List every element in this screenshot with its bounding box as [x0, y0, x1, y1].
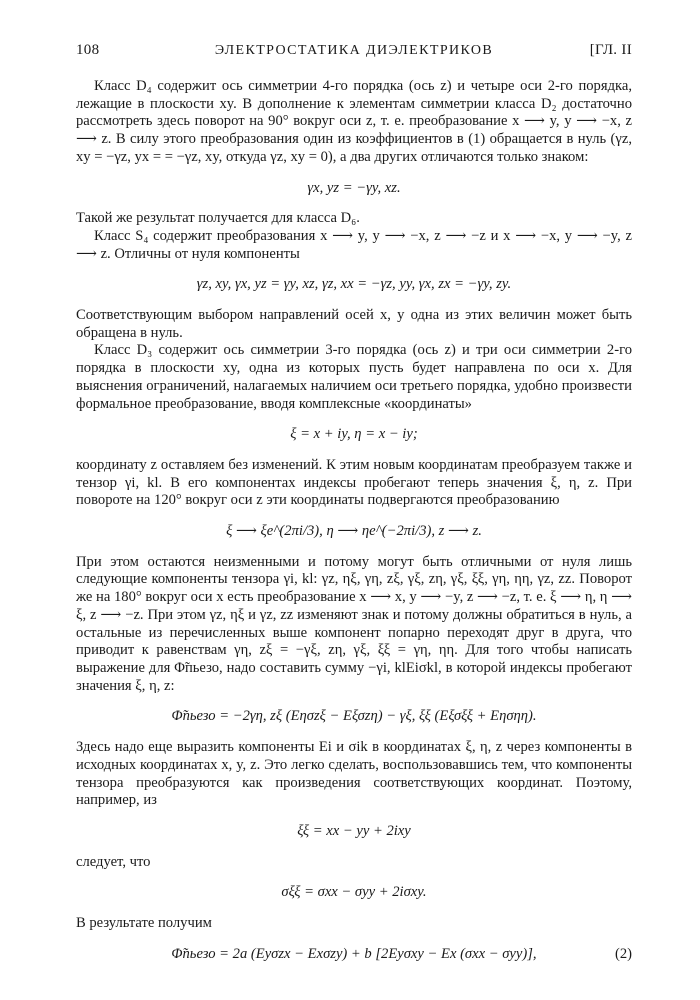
running-title: ЭЛЕКТРОСТАТИКА ДИЭЛЕКТРИКОВ — [214, 43, 494, 58]
paragraph-axes-choice: Соответствующим выбором направлений осей x, y одна из этих величин может быть обращена в нуль. — [76, 307, 632, 341]
paragraph-tensor-transform: координату z оставляем без изменений. К этим новым координатам преобразуем также и тензор γi, kl. В его компонентах индексы пробегают теперь значения ξ, η, z. При повороте на 120° вокруг оси z эти координаты подвергаются преобразованию — [76, 456, 632, 509]
formula-xi-xi: ξξ = xx − yy + 2ixy — [297, 822, 411, 839]
formula-complex-coords: ξ = x + iy, η = x − iy; — [290, 426, 418, 443]
page-header — [76, 42, 632, 62]
paragraph-class-d4: Класс D₄ содержит ось симметрии 4-го порядка (ось z) и четыре оси 2-го порядка, лежащие в плоскости xy. В дополнение к элементам симметрии класса D₂ достаточно рассмотреть здесь поворот на 90° вокруг оси z, т. е. преобразование x ⟶ y, y ⟶ −x, z ⟶ z. В силу этого преобразования один из коэффициентов в (1) обращается в нуль (γz, xy = −γz, yx = = −γz, xy, откуда γz, xy = 0), а два других отличаются только знаком: — [76, 78, 632, 165]
formula-result-2 — [76, 946, 632, 964]
page-number: 108 — [76, 42, 100, 58]
chapter-label: [ГЛ. II — [589, 42, 632, 58]
formula-rotation-120: ξ ⟶ ξe^(2πi/3), η ⟶ ηe^(−2πi/3), z ⟶ z. — [226, 523, 482, 540]
paragraph-class-d3: Класс D₃ содержит ось симметрии 3-го порядка (ось z) и три оси симметрии 2-го порядка в плоскости xy, одна из которых пусть будет направлена по оси x. Для выяснения ограничений, налагаемых наличием оси третьего порядка, удобно произвести формальное преобразование, вводя комплексные «координаты» — [76, 342, 632, 412]
formula-result-text: Φ̃пьезо = 2a (Eyσzx − Exσzy) + b [2Eyσxy − Ex (σxx − σyy)], — [171, 945, 537, 962]
paragraph-invariant-components: При этом остаются неизменными и потому могут быть отличными от нуля лишь следующие компоненты тензора γi, kl: γz, ηξ, γη, zξ, γξ, zη, γξ, ξξ, γη, ηη, γz, zz. Поворот же на 180° вокруг оси x есть преобразование x ⟶ x, y ⟶ −y, z ⟶ −z, т. е. ξ ⟶ η, η ⟶ ξ, z ⟶ −z. При этом γz, ηξ и γz, zz изменяют знак и потому должны обратиться в нуль, а остальные из перечисленных выше компонент попарно переходят друг в друга, что приводит к равенствам γη, zξ = −γξ, zη, γξ, ξξ = γη, ηη. Для того чтобы написать выражение для Φ̃пьезо, надо составить сумму −γi, klEiσkl, в которой индексы пробегают значения ξ, η, z: — [76, 553, 632, 694]
paragraph-class-s4: Класс S₄ содержит преобразования x ⟶ y, y ⟶ −x, z ⟶ −z и x ⟶ −x, y ⟶ −y, z ⟶ z. Отличны от нуля компоненты — [76, 227, 632, 262]
formula-d4: γx, yz = −γy, xz. — [307, 179, 401, 196]
paragraph-follows: следует, что — [76, 853, 151, 870]
paragraph-express-components: Здесь надо еще выразить компоненты Ei и σik в координатах ξ, η, z через компоненты в исходных координатах x, y, z. Это легко сделать, воспользовавшись тем, что компоненты тензора преобразуются как произведения соответствующих координат. Поэтому, например, из — [76, 739, 632, 809]
paragraph-class-d6: Такой же результат получается для класса D₆. — [76, 210, 360, 227]
equation-number: (2) — [614, 945, 632, 962]
formula-sigma-xi-xi: σξξ = σxx − σyy + 2iσxy. — [281, 884, 427, 901]
page-body — [76, 78, 632, 976]
formula-phi-complex: Φ̃пьезо = −2γη, zξ (Eησzξ − Eξσzη) − γξ, ξξ (Eξσξξ + Eησηη). — [171, 708, 537, 725]
formula-s4: γz, xy, γx, yz = γy, xz, γz, xx = −γz, yy, γx, zx = −γy, zy. — [196, 276, 512, 293]
paragraph-result: В результате получим — [76, 915, 212, 932]
